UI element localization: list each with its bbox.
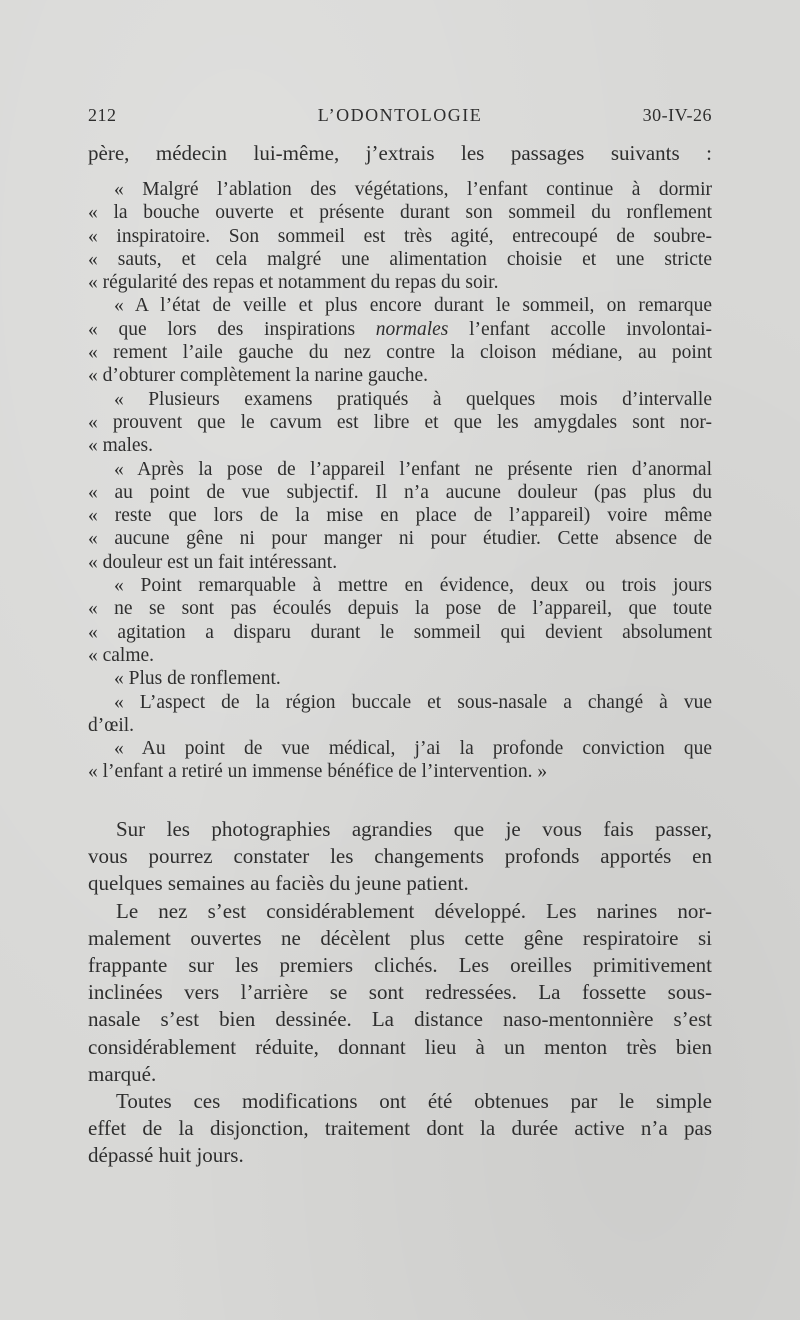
quote-line: « prouvent que le cavum est libre et que les amygdales sont nor- (88, 411, 712, 433)
quote-line: « au point de vue subjectif. Il n’a aucune douleur (pas plus du (88, 481, 712, 503)
quote-line: « la bouche ouverte et présente durant son sommeil du ronflement (88, 202, 712, 224)
quote-line: « inspiratoire. Son sommeil est très agité, entrecoupé de soubre- (88, 225, 712, 247)
quote-line: d’œil. (88, 714, 135, 736)
quote-line: « A l’état de veille et plus encore durant le sommeil, on remarque (114, 295, 712, 317)
quote-line: « Au point de vue médical, j’ai la profonde conviction que (114, 738, 712, 760)
emphasis-word: normales (375, 318, 449, 340)
quote-line: « rement l’aile gauche du nez contre la cloison médiane, au point (88, 342, 712, 364)
quote-line: « aucune gêne ni pour manger ni pour étudier. Cette absence de (88, 528, 712, 550)
quote-line-with-emphasis (88, 318, 712, 341)
body-line: Toutes ces modifications ont été obtenues par le simple (116, 1088, 712, 1113)
quote-fragment: « que lors des inspirations (88, 318, 356, 340)
quote-line: « sauts, et cela malgré une alimentation choisie et une stricte (88, 248, 712, 270)
quote-line: « d’obturer complètement la narine gauche. (88, 365, 429, 387)
body-line: nasale s’est bien dessinée. La distance naso-mentonnière s’est (88, 1007, 712, 1032)
intro-paragraph (88, 140, 712, 166)
body-line: effet de la disjonction, traitement dont la durée active n’a pas (88, 1116, 712, 1141)
quote-line: « Plusieurs examens pratiqués à quelques mois d’intervalle (114, 388, 712, 410)
quote-line: « ne se sont pas écoulés depuis la pose de l’appareil, que toute (88, 598, 712, 620)
body-line: considérablement réduite, donnant lieu à un menton très bien (88, 1034, 712, 1059)
body-line: malement ouvertes ne décèlent plus cette gêne respiratoire si (88, 925, 712, 950)
quote-line: « l’enfant a retiré un immense bénéfice de l’intervention. » (88, 761, 548, 783)
body-line: quelques semaines au faciès du jeune patient. (88, 871, 469, 896)
body-line: dépassé huit jours. (88, 1143, 244, 1168)
quote-line: « agitation a disparu durant le sommeil qui devient absolument (88, 621, 712, 643)
quote-line: « males. (88, 435, 153, 457)
page-number: 212 (88, 105, 117, 125)
quote-line: « Après la pose de l’appareil l’enfant ne présente rien d’anormal (114, 458, 712, 480)
journal-title: L’ODONTOLOGIE (317, 105, 483, 125)
body-line: vous pourrez constater les changements profonds apportés en (88, 844, 712, 869)
quoted-letter (88, 178, 712, 784)
body-line: Le nez s’est considérablement développé. Les narines nor- (116, 898, 712, 923)
body-text (88, 816, 712, 1169)
issue-date: 30-IV-26 (642, 105, 712, 125)
quote-line: « calme. (88, 644, 155, 666)
quote-line: « Malgré l’ablation des végétations, l’enfant continue à dormir (114, 179, 712, 200)
body-line: Sur les photographies agrandies que je vous fais passer, (116, 817, 712, 841)
quote-line: « régularité des repas et notamment du repas du soir. (88, 272, 499, 294)
running-header (88, 105, 712, 131)
body-line: marqué. (88, 1061, 157, 1086)
quote-line: « L’aspect de la région buccale et sous-nasale a changé à vue (114, 691, 712, 713)
quote-line: « Plus de ronflement. (114, 668, 281, 690)
text-line: père, médecin lui-même, j’extrais les passages suivants : (88, 141, 712, 165)
quote-line: « Point remarquable à mettre en évidence, deux ou trois jours (114, 575, 712, 597)
body-line: inclinées vers l’arrière se sont redressées. La fossette sous- (88, 980, 712, 1005)
body-line: frappante sur les premiers clichés. Les oreilles primitivement (88, 952, 712, 977)
quote-line: « reste que lors de la mise en place de l’appareil) voire même (88, 505, 712, 527)
quote-line: « douleur est un fait intéressant. (88, 551, 338, 573)
quote-fragment: l’enfant accolle involontai- (469, 318, 712, 340)
